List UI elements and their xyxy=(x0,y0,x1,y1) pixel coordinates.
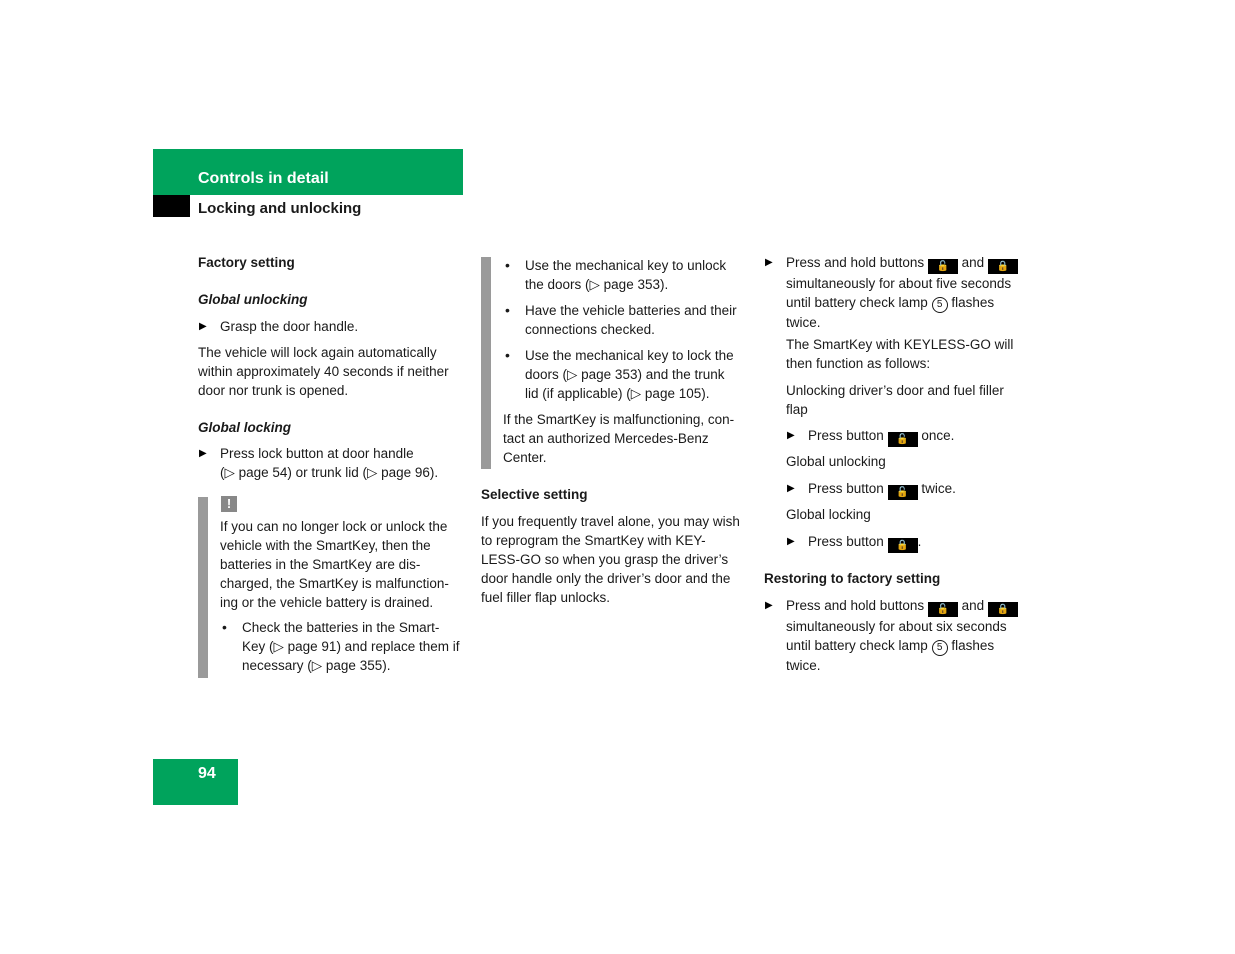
lock-button-icon: 🔒 xyxy=(888,538,918,553)
subsection-title: Locking and unlocking xyxy=(198,200,362,217)
step-arrow-icon: ▶ xyxy=(199,448,207,459)
lock-button-icon: 🔒 xyxy=(988,259,1018,274)
step-press-hold-five: Press and hold buttons 🔓 and 🔒 simultaneously for about five seconds until battery check lamp 5 flashes twice. xyxy=(786,253,1031,332)
step-press-hold-six: Press and hold buttons 🔓 and 🔒 simultaneously for about six seconds until battery check lamp 5 flashes twice. xyxy=(786,596,1031,675)
auto-lock-text: The vehicle will lock again automatically within approximately 40 seconds if neither door nor trunk is opened. xyxy=(198,345,449,398)
section-title: Controls in detail xyxy=(198,170,329,187)
page-number: 94 xyxy=(198,765,216,782)
step-press-lock: Press lock button at door handle (▷ page 54) or trunk lid (▷ page 96). xyxy=(220,446,439,480)
step-arrow-icon: ▶ xyxy=(765,257,773,268)
step-arrow-icon: ▶ xyxy=(765,600,773,611)
lock-button-icon: 🔒 xyxy=(988,602,1018,617)
unlock-button-icon: 🔓 xyxy=(928,602,958,617)
header-marker xyxy=(153,195,190,217)
selective-setting-heading: Selective setting xyxy=(481,487,588,502)
step-grasp: Grasp the door handle. xyxy=(220,319,359,334)
step-press-once: Press button 🔓 once. xyxy=(808,428,955,445)
unlock-driver-text: Unlocking driver’s door and fuel filler flap xyxy=(786,383,1004,417)
restore-heading: Restoring to factory setting xyxy=(764,571,941,586)
step-press-lock: Press button 🔒 . xyxy=(808,534,922,551)
bullet-lock-doors: Use the mechanical key to lock the doors (▷ page 353) and the trunk lid (if applicable) (▷ page 105). xyxy=(525,348,734,401)
step-arrow-icon: ▶ xyxy=(787,430,795,441)
step-arrow-icon: ▶ xyxy=(199,321,207,332)
battery-check-lamp-icon: 5 xyxy=(932,297,948,313)
global-locking-label: Global locking xyxy=(786,507,871,522)
bullet-icon: • xyxy=(222,619,227,635)
bullet-icon: • xyxy=(505,257,510,273)
warning-icon: ! xyxy=(221,496,237,512)
notice-bar xyxy=(481,257,491,469)
warning-bar xyxy=(198,497,208,678)
battery-check-lamp-icon: 5 xyxy=(932,640,948,656)
page-number-band xyxy=(153,759,238,805)
unlock-button-icon: 🔓 xyxy=(888,485,918,500)
malfunction-text: If the SmartKey is malfunctioning, con- tact an authorized Mercedes-Benz Center. xyxy=(503,412,735,465)
unlock-button-icon: 🔓 xyxy=(928,259,958,274)
global-unlocking-heading: Global unlocking xyxy=(198,292,308,307)
bullet-batteries: Have the vehicle batteries and their connections checked. xyxy=(525,303,737,337)
factory-setting-heading: Factory setting xyxy=(198,255,295,270)
bullet-unlock-doors: Use the mechanical key to unlock the doors (▷ page 353). xyxy=(525,258,727,292)
warning-text: If you can no longer lock or unlock the vehicle with the SmartKey, then the batteries in the SmartKey are dis- charged, the SmartKey is malfunction- ing or the vehicle battery is drained. xyxy=(220,519,449,610)
global-locking-heading: Global locking xyxy=(198,420,292,435)
bullet-icon: • xyxy=(505,302,510,318)
step-arrow-icon: ▶ xyxy=(787,483,795,494)
warning-bullet: Check the batteries in the Smart- Key (▷ page 91) and replace them if necessary (▷ page 355). xyxy=(242,620,460,673)
function-text: The SmartKey with KEYLESS-GO will then function as follows: xyxy=(786,337,1014,371)
selective-setting-text: If you frequently travel alone, you may wish to reprogram the SmartKey with KEY- LESS-GO so when you grasp the driver’s door handle only the driver’s door and the fuel filler flap unlocks. xyxy=(481,514,740,605)
unlock-button-icon: 🔓 xyxy=(888,432,918,447)
global-unlocking-label: Global unlocking xyxy=(786,454,886,469)
step-arrow-icon: ▶ xyxy=(787,536,795,547)
bullet-icon: • xyxy=(505,347,510,363)
step-press-twice: Press button 🔓 twice. xyxy=(808,481,956,498)
